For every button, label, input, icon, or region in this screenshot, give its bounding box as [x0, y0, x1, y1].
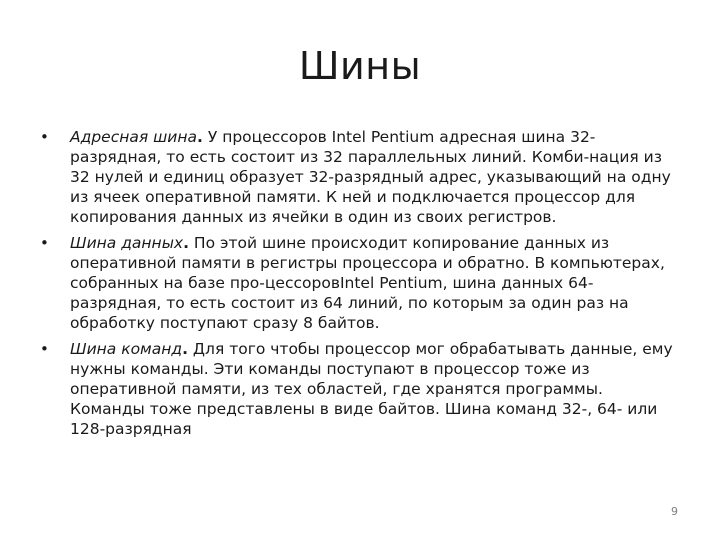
- slide-title: Шины: [298, 44, 422, 88]
- bullet-item-address-bus: [40, 127, 680, 227]
- bullet-term-period: .: [183, 234, 189, 252]
- bullet-text: Для того чтобы процессор мог обрабатывать данные, ему нужны команды. Эти команды поступают в процессор тоже из оперативной памяти, из тех областей, где хранятся программы. Команды тоже представлены в виде байтов. Шина команд 32-, 64- или 128-разрядная: [70, 340, 673, 438]
- bullet-icon: •: [40, 128, 49, 146]
- bullet-term: Адресная шина: [70, 128, 197, 146]
- bullet-text: У процессоров Intel Pentium адресная шина 32-разрядная, то есть состоит из 32 параллельных линий. Комби-нация из 32 нулей и единиц образует 32-разрядный адрес, указывающий на одну из ячеек оперативной памяти. К ней и подключается процессор для копирования данных из ячейки в один из своих регистров.: [70, 128, 671, 226]
- bullet-item-command-bus: [40, 339, 680, 439]
- bullet-item-data-bus: [40, 233, 680, 333]
- bullet-icon: •: [40, 340, 49, 358]
- page-number: 9: [671, 505, 678, 518]
- bullet-term: Шина данных: [70, 234, 184, 252]
- bullet-text: По этой шине происходит копирование данных из оперативной памяти в регистры процессора и обратно. В компьютерах, собранных на базе про-цессоровIntel Pentium, шина данных 64-разрядная, то есть состоит из 64 линий, по которым за один раз на обработку поступают сразу 8 байтов.: [70, 234, 665, 332]
- bullet-icon: •: [40, 234, 49, 252]
- bullet-term-period: .: [182, 340, 188, 358]
- bullet-list: [40, 127, 680, 445]
- bullet-term: Шина команд: [70, 340, 183, 358]
- bullet-term-period: .: [197, 128, 203, 146]
